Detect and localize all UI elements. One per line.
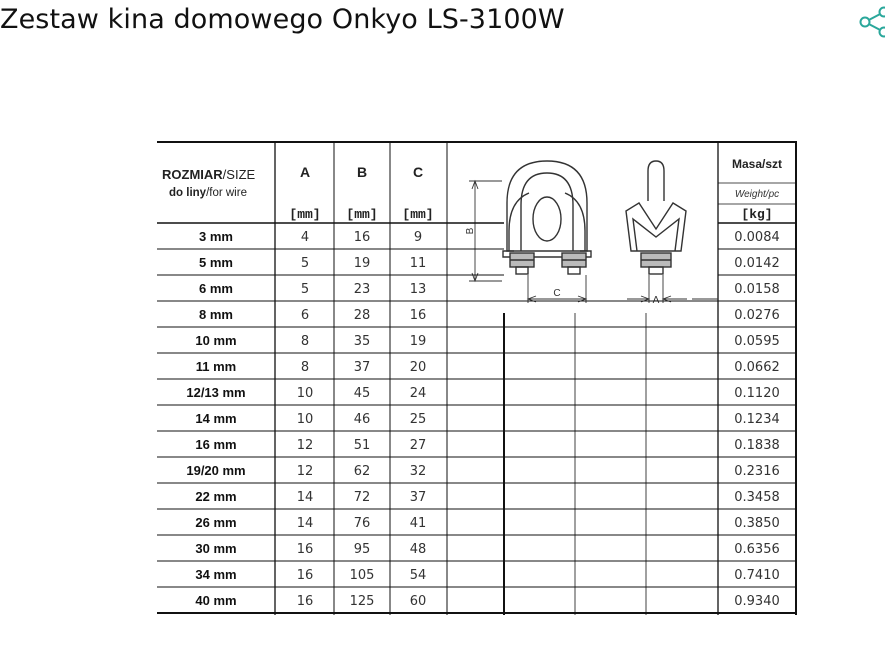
a-cell: 8 — [300, 360, 310, 375]
size-cell: 12/13 mm — [186, 385, 246, 400]
mass-unit: [kg] — [741, 207, 773, 222]
table-row — [157, 431, 797, 453]
table-frame — [157, 142, 797, 615]
c-cell: 24 — [409, 386, 427, 401]
c-cell: 25 — [409, 412, 427, 427]
c-cell: 27 — [409, 438, 427, 453]
table-row — [157, 223, 797, 245]
col-b-unit: [mm] — [346, 207, 378, 222]
a-cell: 12 — [296, 438, 314, 453]
size-header: ROZMIAR/SIZE — [162, 167, 256, 182]
a-cell: 10 — [296, 386, 314, 401]
table-row — [157, 457, 797, 479]
mass-cell: 0.9340 — [734, 594, 780, 609]
size-cell: 26 mm — [195, 515, 237, 530]
c-cell: 32 — [409, 464, 427, 479]
weight-header: Weight/pc — [734, 189, 780, 200]
table-row — [157, 275, 797, 297]
a-cell: 16 — [296, 542, 314, 557]
c-cell: 37 — [409, 490, 427, 505]
b-cell: 51 — [353, 438, 371, 453]
table-row — [157, 587, 797, 609]
size-cell: 3 mm — [199, 229, 233, 244]
mass-cell: 0.3850 — [734, 516, 780, 531]
clip-front-view — [503, 161, 591, 274]
mass-cell: 0.3458 — [734, 490, 780, 505]
b-cell: 23 — [353, 282, 371, 297]
col-c-unit: [mm] — [402, 207, 434, 222]
b-cell: 16 — [353, 230, 371, 245]
a-cell: 16 — [296, 594, 314, 609]
col-a-header: A — [299, 164, 311, 180]
a-cell: 6 — [300, 308, 310, 323]
mass-cell: 0.0595 — [734, 334, 780, 349]
mass-cell: 0.0158 — [734, 282, 780, 297]
b-cell: 28 — [353, 308, 371, 323]
col-a-unit: [mm] — [289, 207, 321, 222]
a-cell: 5 — [300, 256, 310, 271]
table-row — [157, 509, 797, 531]
mass-cell: 0.0662 — [734, 360, 780, 375]
page-title: Zestaw kina domowego Onkyo LS-3100W — [0, 4, 565, 35]
mass-cell: 0.2316 — [734, 464, 780, 479]
table-row — [157, 379, 797, 401]
c-cell: 9 — [413, 230, 423, 245]
b-cell: 46 — [353, 412, 371, 427]
b-cell: 125 — [349, 594, 375, 609]
wire-clip-spec-table — [157, 141, 797, 617]
a-cell: 14 — [296, 516, 314, 531]
c-cell: 54 — [409, 568, 427, 583]
a-cell: 10 — [296, 412, 314, 427]
mass-cell: 0.1234 — [734, 412, 780, 427]
size-cell: 30 mm — [195, 541, 237, 556]
b-cell: 105 — [349, 568, 375, 583]
table-row — [157, 535, 797, 557]
size-cell: 14 mm — [195, 411, 237, 426]
dimension-c-label: C — [553, 288, 561, 299]
b-cell: 37 — [353, 360, 371, 375]
mass-cell: 0.7410 — [734, 568, 780, 583]
table-row — [157, 561, 797, 583]
a-cell: 4 — [300, 230, 310, 245]
clip-side-view — [626, 161, 686, 274]
share-icon — [858, 6, 885, 38]
size-cell: 8 mm — [199, 307, 233, 322]
b-cell: 76 — [353, 516, 371, 531]
table-row — [157, 249, 797, 271]
col-b-header: B — [356, 164, 368, 180]
c-cell: 16 — [409, 308, 427, 323]
dimension-b-label: B — [465, 227, 476, 235]
size-cell: 19/20 mm — [186, 463, 246, 478]
b-cell: 95 — [353, 542, 371, 557]
a-cell: 8 — [300, 334, 310, 349]
b-cell: 19 — [353, 256, 371, 271]
size-cell: 10 mm — [195, 333, 237, 348]
size-cell: 11 mm — [195, 359, 237, 374]
a-cell: 14 — [296, 490, 314, 505]
b-cell: 45 — [353, 386, 371, 401]
size-cell: 5 mm — [199, 255, 233, 270]
table-rows — [157, 223, 797, 613]
c-cell: 11 — [409, 256, 427, 271]
b-cell: 35 — [353, 334, 371, 349]
c-cell: 48 — [409, 542, 427, 557]
b-cell: 72 — [353, 490, 371, 505]
share-button[interactable] — [858, 6, 885, 38]
a-cell: 16 — [296, 568, 314, 583]
table-row — [157, 483, 797, 505]
size-cell: 16 mm — [195, 437, 237, 452]
table-row — [157, 301, 797, 323]
table-row — [157, 405, 797, 427]
a-cell: 12 — [296, 464, 314, 479]
c-cell: 60 — [409, 594, 427, 609]
c-cell: 19 — [409, 334, 427, 349]
mass-header: Masa/szt — [731, 157, 783, 171]
mass-cell: 0.1120 — [734, 386, 780, 401]
col-c-header: C — [412, 164, 424, 180]
table-row — [157, 327, 797, 349]
table-row — [157, 353, 797, 375]
dimension-a-label: A — [652, 295, 660, 306]
size-cell: 34 mm — [195, 567, 237, 582]
size-cell: 22 mm — [195, 489, 237, 504]
mass-cell: 0.6356 — [734, 542, 780, 557]
mass-cell: 0.0142 — [734, 256, 780, 271]
size-cell: 6 mm — [199, 281, 233, 296]
b-cell: 62 — [353, 464, 371, 479]
wire-header: do liny/for wire — [169, 187, 247, 199]
wire-clip-diagram — [469, 161, 718, 303]
c-cell: 41 — [409, 516, 427, 531]
c-cell: 20 — [409, 360, 427, 375]
c-cell: 13 — [409, 282, 427, 297]
a-cell: 5 — [300, 282, 310, 297]
mass-cell: 0.1838 — [734, 438, 780, 453]
mass-cell: 0.0276 — [734, 308, 780, 323]
mass-cell: 0.0084 — [734, 230, 780, 245]
size-cell: 40 mm — [195, 593, 237, 608]
